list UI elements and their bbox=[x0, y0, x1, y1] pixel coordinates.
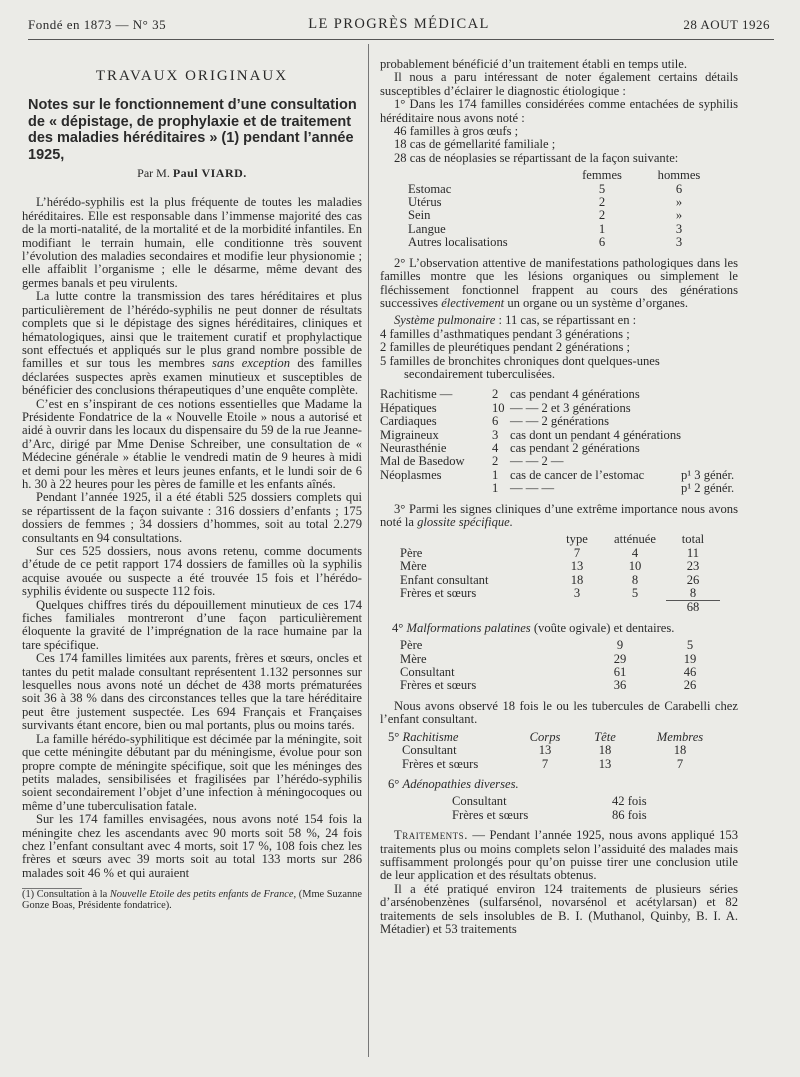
list-item: 5 familles de bronchites chroniques dont quelques-unes bbox=[380, 353, 660, 368]
table-cell: 11 bbox=[686, 545, 700, 560]
table-row bbox=[452, 809, 647, 822]
table-cell: 10 bbox=[628, 559, 642, 574]
text-run: La lutte contre la transmission des tares héréditaires et plus particulièrement de l’hérédo-syphilis ne peut donner de résultats complets que si le dépistage des signes héréditaires, cliniques et hématologiques, ainsi que le traitement curatif et prophylactique sont effectués et appliqués sur le plus grand nombre possible de familles et sur tous les membres bbox=[22, 289, 362, 371]
header-journal-title: LE PROGRÈS MÉDICAL bbox=[308, 16, 490, 32]
paragraph bbox=[22, 290, 362, 397]
table-cell: Néoplasmes bbox=[380, 467, 442, 482]
table-cell bbox=[681, 415, 734, 428]
table-cell: 19 bbox=[683, 651, 697, 666]
table-row bbox=[400, 574, 720, 587]
table-row bbox=[388, 744, 720, 757]
paragraph: L’hérédo-syphilis est la plus fréquente de toutes les maladies héréditaires. Elle est responsable dans l’immense majorité des cas de la morti-natalité, de la mortalité et de la morbidité infantiles. En modifiant le terrain humain, elle conditionne très souvent l’évolution des maladies secondaires et modifie leur physionomie ; elle affaiblit l’organisme ; elle le désarme, même devant des germes banals et peu virulents. bbox=[22, 195, 362, 290]
table-cell: Rachitisme — bbox=[380, 387, 453, 402]
column-header: total bbox=[681, 532, 705, 547]
table-cell: 3 bbox=[492, 427, 499, 442]
table-cell: Enfant consultant bbox=[400, 572, 489, 587]
paragraph: Sur ces 525 dossiers, nous avons retenu, comme documents d’étude de ce petit rapport 174 dossiers de familles où la syphilis acquise avouée ou suspecte a été trouvée 15 fois et l’hérédo-syphilis évidente ou suspecte 112 fois. bbox=[22, 544, 362, 599]
table-row bbox=[380, 455, 734, 468]
column-header: Corps bbox=[529, 729, 561, 744]
text-run: un organe ou un système d’organes. bbox=[507, 295, 689, 310]
family-list bbox=[380, 125, 738, 165]
table-cell: 23 bbox=[686, 559, 700, 574]
table-cell: 2 bbox=[598, 208, 606, 223]
table-cell bbox=[681, 388, 734, 401]
table-cell: Consultant bbox=[402, 743, 457, 758]
table-cell: 6 bbox=[675, 181, 683, 196]
paragraph: Il a été pratiqué environ 124 traitements de plusieurs séries d’arsénobenzènes (sulfarsénol, novarsénol et acétylarsan) et 82 traitements de sels insolubles de B. I. (Muthanol, Quinby, B. I. A. Métadier) et 53 traitements bbox=[380, 881, 738, 936]
table-cell: Langue bbox=[408, 221, 446, 236]
paragraph: Sur les 174 familles envisagées, nous avons noté 154 fois la méningite chez les ascendants avec 90 morts soit 58 %, 24 fois chez l’enfant consultant avec 4 morts, soit 17 %, 108 fois chez les frères et sœurs avec 39 morts soit au total 133 morts sur 286 malades soit 46 % et qui auraient bbox=[22, 812, 362, 880]
table-cell: 13 bbox=[538, 743, 552, 758]
table-total-row bbox=[400, 601, 720, 615]
table-cell: 6 bbox=[492, 414, 499, 429]
table-cell: Frères et sœurs bbox=[402, 756, 479, 771]
text-run: : 11 cas, se répartissant en : bbox=[498, 313, 637, 328]
table-cell: 8 bbox=[666, 587, 720, 601]
article-author bbox=[22, 167, 362, 180]
paragraph: Quelques chiffres tirés du dépouillement minutieux de ces 174 fiches familiales montreront d’une façon particulièrement éloquente la gravité de l’imprégnation de la race humaine par la tare spécifique. bbox=[22, 597, 362, 652]
table-cell: 5 bbox=[598, 181, 606, 196]
paragraph: C’est en s’inspirant de ces notions essentielles que Madame la Présidente Fondatrice de la « Nouvelle Etoile » nous a autorisé et aidé à ouvrir dans les locaux du dispensaire du 59 de la rue Jeanne-d’Arc, dirigé par Mme Denise Schreiber, une consultation de « Médecine générale » établie le vendredi matin de 9 heures à midi et demi pour les mères et leurs jeunes enfants, et le lundi soir de 6 h. 30 à 22 heures pour les pères de famille et les enfants aînés. bbox=[22, 396, 362, 491]
table-cell bbox=[681, 429, 734, 442]
table-cell: 3 bbox=[675, 235, 683, 250]
table-row bbox=[400, 666, 730, 679]
table-header-row bbox=[408, 169, 722, 182]
text-run: (1) Consultation à la bbox=[22, 889, 108, 901]
table-cell: — — 2 — bbox=[510, 454, 564, 469]
table-cell: 29 bbox=[613, 651, 627, 666]
paragraph: Nous avons observé 18 fois le ou les tubercules de Carabelli chez l’enfant consultant. bbox=[380, 698, 738, 727]
table-cell bbox=[681, 455, 734, 468]
text-run: (voûte ogivale) et dentaires. bbox=[533, 620, 675, 635]
table-cell: Mère bbox=[400, 559, 427, 574]
column-header: femmes bbox=[582, 168, 622, 183]
table-cell: Estomac bbox=[408, 181, 452, 196]
table-row bbox=[408, 209, 722, 222]
table-cell: Neurasthénie bbox=[380, 440, 447, 455]
adenopathy-heading bbox=[380, 778, 738, 791]
pathology-table bbox=[380, 388, 734, 495]
table-row bbox=[380, 469, 734, 482]
table-cell: Consultant bbox=[400, 665, 455, 680]
text-run: 5° bbox=[388, 729, 400, 744]
column-header: Tête bbox=[594, 729, 616, 744]
table-row bbox=[400, 560, 720, 573]
table-cell: 10 bbox=[492, 400, 505, 415]
table-cell: 46 bbox=[683, 665, 697, 680]
text-run: 4° bbox=[392, 620, 404, 635]
table-cell: Utérus bbox=[408, 195, 442, 210]
pulmonary-list bbox=[380, 328, 738, 382]
paragraph bbox=[380, 314, 738, 327]
table-cell: p¹ 2 génér. bbox=[681, 481, 735, 496]
table-cell: 5 bbox=[631, 586, 639, 601]
table-cell: — — — bbox=[510, 481, 555, 496]
footnote bbox=[22, 889, 362, 911]
table-cell: Cardiaques bbox=[380, 414, 437, 429]
adenopathy-table bbox=[452, 795, 647, 822]
table-cell bbox=[681, 402, 734, 415]
table-row bbox=[380, 482, 734, 495]
column-header: Membres bbox=[656, 729, 704, 744]
text-run: 2° L’observation attentive de manifestations pathologiques dans les familles montre que les lésions organiques ou simplement le fléchissement fonctionnel frappent au cours des générations successives bbox=[380, 255, 738, 310]
table-cell: 36 bbox=[613, 678, 627, 693]
list-item: 2 familles de pleurétiques pendant 2 générations ; bbox=[380, 340, 631, 355]
paragraph: Il nous a paru intéressant de noter également certains détails susceptibles d’éclairer le diagnostic étiologique : bbox=[380, 70, 738, 98]
table-cell: 1 bbox=[492, 481, 499, 496]
table-row bbox=[380, 388, 734, 401]
header-founded: Fondé en 1873 — N° 35 bbox=[28, 17, 167, 32]
table-cell: 7 bbox=[676, 756, 684, 771]
paragraph: Pendant l’année 1925, il a été établi 525 dossiers complets qui se répartissent de la façon suivante : 316 dossiers d’enfants ; 175 dossiers de femmes ; 34 dossiers d’hommes, soit au total 2.279 consultants en 94 consultations. bbox=[22, 490, 362, 545]
table-cell: 18 bbox=[598, 743, 612, 758]
table-row bbox=[400, 587, 720, 601]
emphasis: Nouvelle Etoile des petits enfants de France, bbox=[109, 889, 297, 901]
list-item: 18 cas de gémellarité familiale ; bbox=[394, 137, 556, 152]
table-header-row bbox=[388, 731, 720, 744]
table-row bbox=[400, 547, 720, 560]
table-cell: » bbox=[675, 208, 683, 223]
table-cell bbox=[380, 482, 492, 495]
table-cell: cas de cancer de l’estomac bbox=[510, 467, 645, 482]
text-run: (Mme Suzanne Gonze Boas, Présidente fondatrice). bbox=[22, 889, 362, 912]
column-divider bbox=[368, 44, 369, 1057]
text-run: 6° bbox=[388, 776, 400, 791]
table-cell: » bbox=[675, 195, 683, 210]
table-row bbox=[408, 183, 722, 196]
left-column bbox=[22, 56, 362, 1057]
table-cell: — — 2 et 3 générations bbox=[510, 400, 631, 415]
palatal-table bbox=[400, 639, 730, 693]
table-row bbox=[408, 223, 722, 236]
column-header: Rachitisme bbox=[402, 729, 459, 744]
table-cell: 9 bbox=[616, 638, 624, 653]
paragraph: La famille hérédo-syphilitique est décimée par la méningite, soit que cette méningite débutant par du méningisme, évolue pour son propre compte de méningite spécifique, soit que les méninges des petits malades, sensibilisées et fragilisées par l’hérédo-syphilis soient secondairement l’objet d’une infection à méningocoques ou même d’une tuberculisation fatale. bbox=[22, 731, 362, 813]
table-cell: Consultant bbox=[452, 794, 507, 809]
table-row bbox=[388, 758, 720, 771]
table-cell: 18 bbox=[570, 572, 584, 587]
text-run: 3° Parmi les signes cliniques d’une extrême importance nous avons noté la bbox=[380, 501, 738, 529]
table-cell: 26 bbox=[686, 572, 700, 587]
table-cell: 4 bbox=[492, 440, 499, 455]
table-cell: Frères et sœurs bbox=[452, 807, 529, 822]
table-cell: 61 bbox=[613, 665, 627, 680]
table-cell: Sein bbox=[408, 208, 431, 223]
table-cell: 7 bbox=[573, 545, 581, 560]
table-cell: Frères et sœurs bbox=[400, 586, 477, 601]
table-cell: Mère bbox=[400, 651, 427, 666]
list-item: 46 familles à gros œufs ; bbox=[394, 124, 519, 139]
table-cell: 4 bbox=[631, 545, 639, 560]
emphasis: sans exception bbox=[212, 356, 290, 371]
table-row bbox=[408, 196, 722, 209]
author-name: Paul VIARD. bbox=[172, 166, 247, 181]
table-cell: Mal de Basedow bbox=[380, 454, 465, 469]
text-run: des familles déclarées suspectes après examen minutieux et susceptibles de bénéficier des conclusions thérapeutiques d’une enquête complète. bbox=[22, 356, 362, 398]
emphasis: Adénopathies diverses. bbox=[402, 776, 519, 791]
table-row bbox=[408, 236, 722, 249]
table-cell: cas dont un pendant 4 générations bbox=[510, 427, 682, 442]
paragraph: 1° Dans les 174 familles considérées comme entachées de syphilis héréditaire nous avons noté : bbox=[380, 97, 738, 125]
table-cell: 1 bbox=[492, 467, 499, 482]
table-row bbox=[452, 795, 647, 808]
emphasis: Système pulmonaire bbox=[394, 313, 496, 328]
table-cell: cas pendant 4 générations bbox=[510, 387, 640, 402]
table-row bbox=[400, 639, 730, 652]
neoplasia-table bbox=[408, 169, 722, 249]
paragraph: probablement bénéficié d’un traitement établi en temps utile. bbox=[380, 58, 688, 71]
table-cell: Migraineux bbox=[380, 427, 439, 442]
table-cell: 1 bbox=[598, 221, 606, 236]
list-item: 4 familles d’asthmatiques pendant 3 générations ; bbox=[380, 326, 630, 341]
header-date: 28 AOUT 1926 bbox=[683, 17, 770, 32]
table-cell: 13 bbox=[570, 559, 584, 574]
total-cell: 68 bbox=[686, 600, 700, 615]
paragraph bbox=[380, 622, 738, 635]
author-prefix: Par M. bbox=[137, 166, 170, 181]
table-cell: cas pendant 2 générations bbox=[510, 440, 640, 455]
table-cell: Frères et sœurs bbox=[400, 678, 477, 693]
table-cell: 2 bbox=[492, 454, 499, 469]
rachitism-table bbox=[388, 731, 720, 771]
column-header: type bbox=[566, 532, 588, 547]
paragraph bbox=[380, 503, 738, 530]
text-run: Traitements. bbox=[394, 828, 468, 843]
table-header-row bbox=[400, 533, 720, 546]
list-item-continuation: secondairement tuberculisées. bbox=[404, 366, 556, 381]
table-cell: 5 bbox=[686, 638, 694, 653]
text-run: — Pendant l’année 1925, nous avons appliqué 153 traitements plus ou moins complets selon l’assiduité des malades mais suffisamment prolongés pour qu’on puisse tirer une conclusion utile de leur application et des résultats obtenus. bbox=[380, 828, 738, 883]
header-rule bbox=[28, 39, 774, 40]
running-header bbox=[28, 18, 770, 34]
table-row bbox=[380, 442, 734, 455]
table-cell: p¹ 3 génér. bbox=[681, 467, 735, 482]
table-cell: Hépatiques bbox=[380, 400, 437, 415]
table-cell: 3 bbox=[675, 221, 683, 236]
table-cell: 18 bbox=[673, 743, 687, 758]
right-column bbox=[380, 58, 738, 1057]
table-row bbox=[400, 679, 730, 692]
table-cell bbox=[681, 442, 734, 455]
table-cell: 3 bbox=[573, 586, 581, 601]
table-cell: 8 bbox=[631, 572, 639, 587]
table-cell: 2 bbox=[492, 387, 499, 402]
table-cell: 26 bbox=[683, 678, 697, 693]
table-cell: 13 bbox=[598, 756, 612, 771]
table-cell: 42 fois bbox=[612, 794, 647, 809]
article-title: Notes sur le fonctionnement d’une consultation de « dépistage, de prophylaxie et de traitement des maladies héréditaires » (1) pendant l’année 1925, bbox=[28, 97, 357, 163]
section-rubric: TRAVAUX ORIGINAUX bbox=[95, 68, 289, 84]
table-cell: Père bbox=[400, 638, 423, 653]
table-cell: 86 fois bbox=[612, 807, 647, 822]
table-row bbox=[380, 402, 734, 415]
emphasis: Malformations palatines bbox=[406, 620, 531, 635]
table-cell: — — 2 générations bbox=[510, 414, 609, 429]
glossitis-table bbox=[400, 533, 720, 614]
paragraph: Ces 174 familles limitées aux parents, frères et sœurs, oncles et tantes du petit malade consultant représentent 1.132 personnes sur lesquelles nous avons noté un déchet de 438 morts prématurées soit 36 à 38 % dans des circonstances telles que la tare héréditaire peut être justement suspectée. Les 694 Français et Françaises survivants étant encore, bien ou mal portants, plus ou moins tarés. bbox=[22, 651, 362, 733]
table-row bbox=[380, 415, 734, 428]
list-item: 28 cas de néoplasies se répartissant de la façon suivante: bbox=[394, 150, 679, 165]
table-row bbox=[400, 653, 730, 666]
table-row bbox=[380, 429, 734, 442]
paragraph bbox=[380, 829, 738, 883]
emphasis: glossite spécifique. bbox=[417, 515, 513, 529]
table-cell: 6 bbox=[598, 235, 606, 250]
paragraph bbox=[380, 257, 738, 311]
column-header: atténuée bbox=[614, 532, 656, 547]
emphasis: électivement bbox=[441, 295, 505, 310]
table-cell: 2 bbox=[598, 195, 606, 210]
table-cell: 7 bbox=[541, 756, 549, 771]
table-cell: Père bbox=[400, 545, 423, 560]
table-cell: Autres localisations bbox=[408, 235, 508, 250]
column-header: hommes bbox=[657, 168, 701, 183]
